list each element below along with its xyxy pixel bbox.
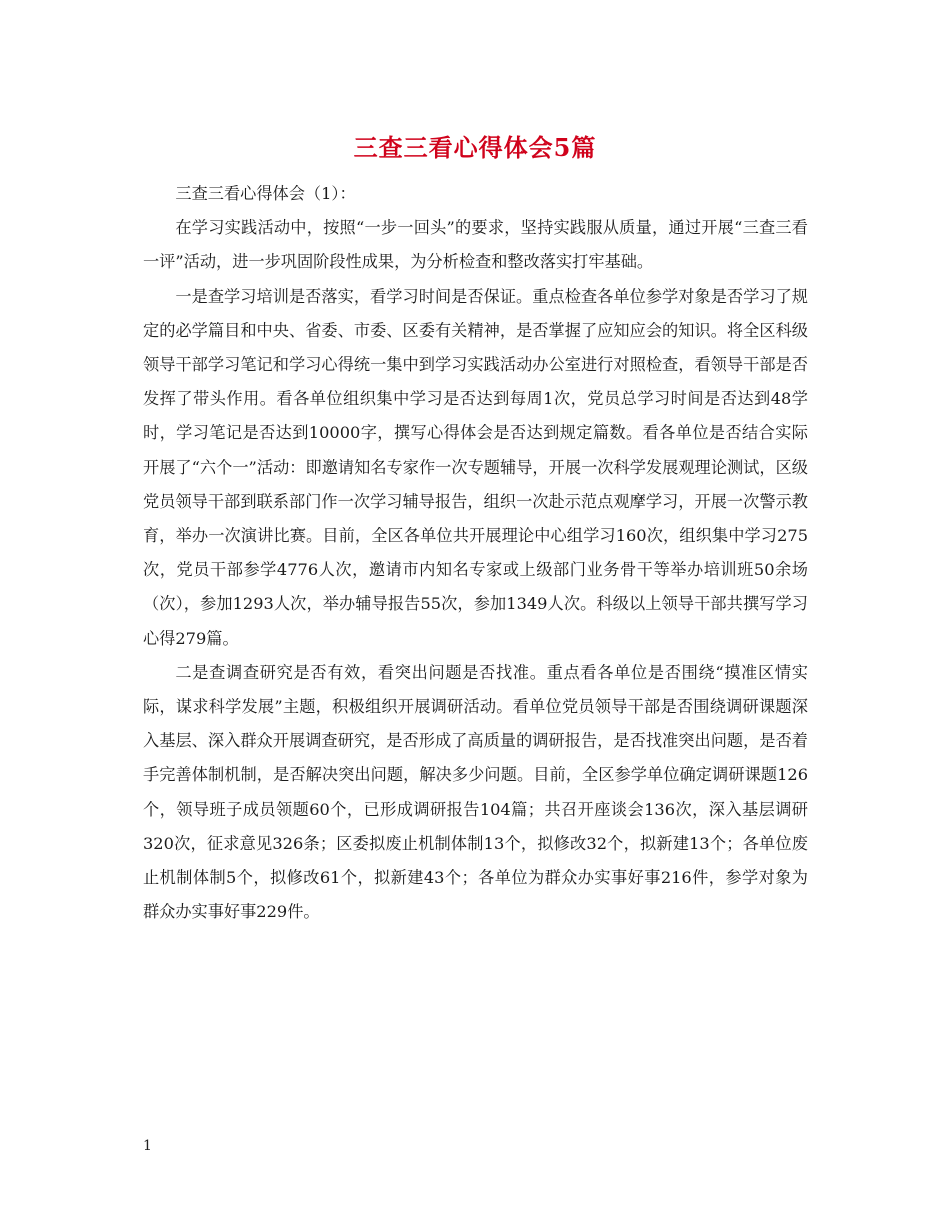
section-heading: 三查三看心得体会（1）： xyxy=(175,184,356,203)
paragraph: 二是查调查研究是否有效，看突出问题是否找准。重点看各单位是否围绕“摸准区情实际，谋求科学发展”主题，积极组织开展调研活动。看单位党员领导干部是否围绕调研课题深入基层、深入群众开展调查研究，是否形成了高质量的调研报告，是否找准突出问题，是否着手完善体制机制，是否解决突出问题，解决多少问题。目前，全区参学单位确定调研课题126个，领导班子成员领题60个，已形成调研报告104篇；共召开座谈会136次，深入基层调研320次，征求意见326条；区委拟废止机制体制13个，拟修改32个，拟新建13个；各单位废止机制体制5个，拟修改61个，拟新建43个；各单位为群众办实事好事216件，参学对象为群众办实事好事229件。 xyxy=(143,662,808,922)
paragraph: 一是查学习培训是否落实，看学习时间是否保证。重点检查各单位参学对象是否学习了规定的必学篇目和中央、省委、市委、区委有关精神，是否掌握了应知应会的知识。将全区科级领导干部学习笔记和学习心得统一集中到学习实践活动办公室进行对照检查，看领导干部是否发挥了带头作用。看各单位组织集中学习是否达到每周1次，党员总学习时间是否达到48学时，学习笔记是否达到10000字，撰写心得体会是否达到规定篇数。看各单位是否结合实际开展了“六个一”活动：即邀请知名专家作一次专题辅导，开展一次科学发展观理论测试，区级党员领导干部到联系部门作一次学习辅导报告，组织一次赴示范点观摩学习，开展一次警示教育，举办一次演讲比赛。目前，全区各单位共开展理论中心组学习160次，组织集中学习275次，党员干部参学4776人次，邀请市内知名专家或上级部门业务骨干等举办培训班50余场（次），参加1293人次，举办辅导报告55次，参加1349人次。科级以上领导干部共撰写学习心得279篇。 xyxy=(143,286,808,648)
page-number: 1 xyxy=(143,1138,152,1154)
paragraph: 在学习实践活动中，按照“一步一回头”的要求，坚持实践服从质量，通过开展“三查三看一评”活动，进一步巩固阶段性成果，为分析检查和整改落实打牢基础。 xyxy=(143,218,808,272)
document-body xyxy=(143,177,808,929)
document-title: 三查三看心得体会5篇 xyxy=(353,133,597,162)
